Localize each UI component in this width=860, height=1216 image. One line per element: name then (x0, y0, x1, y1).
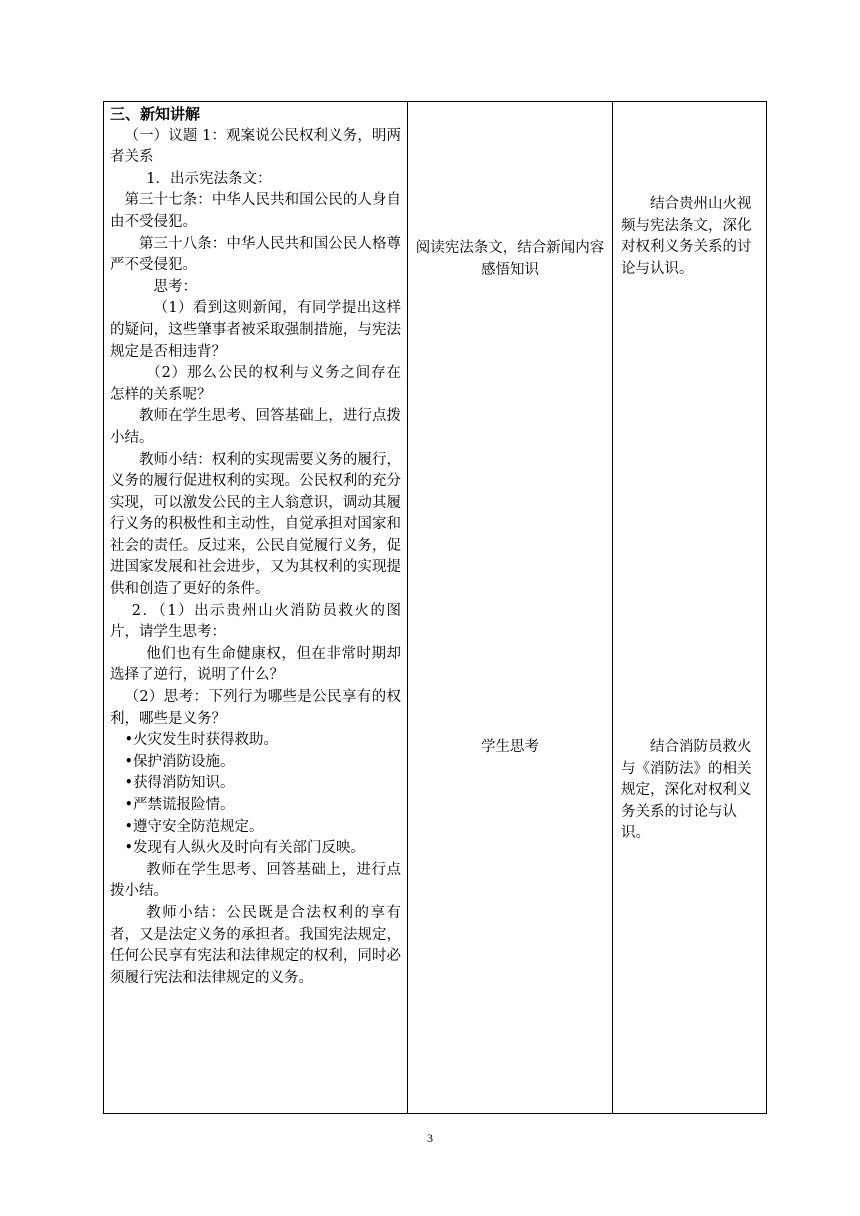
list-item: •严禁谎报险情。 (124, 797, 235, 813)
list-item: •获得消防知识。 (124, 775, 235, 792)
table-row (104, 102, 767, 1114)
item-2-question-2: （2）思考：下列行为哪些是公民享有的权利，哪些是义务？ (110, 689, 401, 727)
section-heading: 三、新知讲解 (110, 105, 201, 123)
item-2-title: 2．（1）出示贵州山火消防员救火的图片，请学生思考： (110, 602, 401, 641)
student-activity-2: 学生思考 (481, 739, 539, 755)
student-activity-1: 阅读宪法条文，结合新闻内容感悟知识 (415, 240, 605, 278)
item-1-title: 1．出示宪法条文： (146, 170, 272, 187)
list-item: •遵守安全防范规定。 (124, 818, 264, 835)
item-2-question: 他们也有生命健康权，但在非常时期却选择了逆行，说明了什么？ (110, 645, 401, 684)
teacher-note-1: 教师在学生思考、回答基础上，进行点拨小结。 (110, 408, 401, 446)
teacher-summary-2: 教师小结：公民既是合法权利的享有者，又是法定义务的承担者。我国宪法规定，任何公民享有宪法和法律规定的权利，同时必须履行宪法和法律规定的义务。 (110, 904, 401, 986)
design-intent-1: 结合贵州山火视频与宪法条文，深化对权利义务关系的讨论与认识。 (621, 196, 752, 277)
student-activity-cell (408, 102, 613, 1114)
article-37: 第三十七条：中华人民共和国公民的人身自由不受侵犯。 (110, 192, 401, 230)
topic-title: （一）议题 1：观案说公民权利义务，明两者关系 (110, 127, 401, 166)
question-1: （1）看到这则新闻，有同学提出这样的疑问，这些肇事者被采取强制措施，与宪法规定是否相违背？ (110, 300, 401, 360)
teacher-summary-1: 教师小结：权利的实现需要义务的履行，义务的履行促进权利的实现。公民权利的充分实现，可以激发公民的主人翁意识，调动其履行义务的积极性和主动性，自觉承担对国家和社会的责任。反过来，公民自觉履行义务，促进国家发展和社会进步，又为其权利的实现提供和创造了更好的条件。 (110, 451, 401, 598)
article-38: 第三十八条：中华人民共和国公民人格尊严不受侵犯。 (110, 235, 401, 274)
design-intent-cell (613, 102, 767, 1114)
page-number: 3 (427, 1131, 433, 1145)
question-2: （2）那么公民的权利与义务之间存在怎样的关系呢？ (110, 365, 401, 403)
teacher-activity-cell (104, 102, 408, 1114)
list-item: •火灾发生时获得救助。 (124, 732, 279, 749)
list-item: •保护消防设施。 (124, 753, 235, 770)
design-intent-2: 结合消防员救火与《消防法》的相关规定，深化对权利义务关系的讨论与认识。 (621, 739, 752, 842)
think-label: 思考： (153, 278, 197, 295)
teacher-note-2: 教师在学生思考、回答基础上，进行点拨小结。 (110, 861, 401, 900)
lesson-plan-table (103, 101, 767, 1114)
list-item: •发现有人纵火及时向有关部门反映。 (124, 840, 366, 857)
